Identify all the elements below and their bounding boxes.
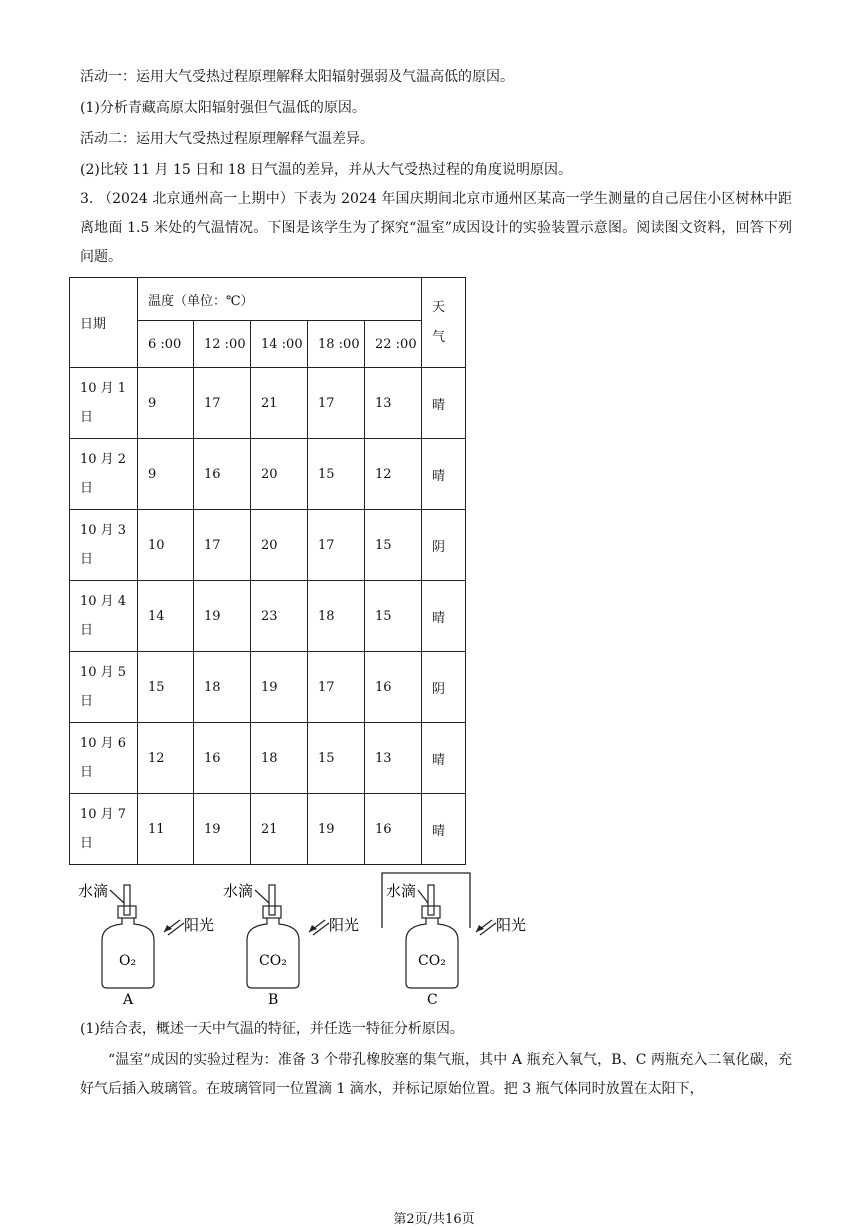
date-cell-line: 日 <box>80 481 94 496</box>
water-drop-label: 水滴 <box>386 882 417 900</box>
date-cell-line: 10 月 5 <box>80 665 127 680</box>
temperature-cell: 17 <box>308 510 365 581</box>
sub-question-1-text: (1)结合表，概述一天中气温的特征，并任选一特征分析原因。 <box>80 1021 464 1037</box>
time-header: 6 :00 <box>138 321 194 368</box>
date-cell-line: 10 月 3 <box>80 523 127 538</box>
gas-label: CO₂ <box>259 953 287 969</box>
temperature-cell: 9 <box>138 368 194 439</box>
bottle-letter: A <box>123 992 134 1008</box>
date-cell-line: 日 <box>80 765 94 780</box>
temperature-cell: 12 <box>365 439 422 510</box>
weather-header-char-2: 气 <box>432 329 446 345</box>
date-cell-line: 日 <box>80 623 94 638</box>
temperature-cell: 16 <box>365 652 422 723</box>
temperature-cell: 18 <box>308 581 365 652</box>
table-row <box>70 510 466 581</box>
date-cell-line: 日 <box>80 410 94 425</box>
water-drop-label: 水滴 <box>223 882 254 900</box>
weather-cell: 晴 <box>422 368 466 439</box>
activity-two-text: 活动二：运用大气受热过程原理解释气温差异。 <box>80 131 374 147</box>
weather-cell: 晴 <box>422 723 466 794</box>
temperature-cell: 18 <box>194 652 251 723</box>
table-row <box>70 439 466 510</box>
table-row <box>70 723 466 794</box>
sunlight-label: 阳光 <box>184 916 215 934</box>
temperature-cell: 15 <box>308 439 365 510</box>
temperature-cell: 15 <box>138 652 194 723</box>
rubber-stopper <box>422 906 440 918</box>
weather-cell: 阴 <box>422 652 466 723</box>
date-cell <box>70 794 138 865</box>
temperature-cell: 12 <box>138 723 194 794</box>
temperature-cell: 9 <box>138 439 194 510</box>
rubber-stopper <box>263 906 281 918</box>
date-cell-line: 10 月 6 <box>80 736 127 751</box>
temperature-cell: 10 <box>138 510 194 581</box>
temperature-cell: 15 <box>365 581 422 652</box>
table-row <box>70 368 466 439</box>
date-cell <box>70 439 138 510</box>
date-cell-line: 10 月 4 <box>80 594 127 609</box>
temperature-cell: 19 <box>308 794 365 865</box>
temperature-cell: 20 <box>251 510 308 581</box>
gas-label: CO₂ <box>418 953 446 969</box>
temperature-cell: 17 <box>194 510 251 581</box>
activity-one-text: 活动一：运用大气受热过程原理解释太阳辐射强弱及气温高低的原因。 <box>80 69 514 85</box>
question-3-intro: 3. （2024 北京通州高一上期中）下表为 2024 年国庆期间北京市通州区某高一学生测量的自己居住小区树林中距离地面 1.5 米处的气温情况。下图是该学生为了探究“温室”成因设计的实验装置示意图。阅读图文资料，回答下列问题。 <box>80 191 792 265</box>
date-cell-line: 日 <box>80 694 94 709</box>
temperature-cell: 15 <box>365 510 422 581</box>
experiment-description: “温室”成因的实验过程为：准备 3 个带孔橡胶塞的集气瓶，其中 A 瓶充入氧气，B、C 两瓶充入二氧化碳，充好气后插入玻璃管。在玻璃管同一位置滴 1 滴水，并标记原始位置。把 3 瓶气体同时放置在太阳下， <box>80 1052 792 1097</box>
weather-cell: 晴 <box>422 794 466 865</box>
temperature-cell: 13 <box>365 368 422 439</box>
date-cell-line: 10 月 7 <box>80 807 127 822</box>
bottle-c <box>386 882 526 1008</box>
question-2-text: (2)比较 11 月 15 日和 18 日气温的差异，并从大气受热过程的角度说明原因。 <box>80 162 572 178</box>
temperature-cell: 13 <box>365 723 422 794</box>
weather-cell: 晴 <box>422 581 466 652</box>
temperature-cell: 16 <box>194 723 251 794</box>
weather-cell: 晴 <box>422 439 466 510</box>
bottle-b <box>223 882 359 1008</box>
temperature-cell: 17 <box>194 368 251 439</box>
temperature-cell: 17 <box>308 652 365 723</box>
sunlight-label: 阳光 <box>496 916 527 934</box>
temperature-cell: 15 <box>308 723 365 794</box>
date-cell-line: 10 月 2 <box>80 452 127 467</box>
question-1-text: (1)分析青藏高原太阳辐射强但气温低的原因。 <box>80 100 366 116</box>
date-header: 日期 <box>70 278 138 368</box>
date-cell <box>70 368 138 439</box>
sunlight-label: 阳光 <box>329 916 360 934</box>
table-row <box>70 652 466 723</box>
temperature-cell: 19 <box>251 652 308 723</box>
time-header: 14 :00 <box>251 321 308 368</box>
temperature-header: 温度（单位：℃） <box>138 278 422 321</box>
temperature-cell: 21 <box>251 368 308 439</box>
date-cell <box>70 510 138 581</box>
temperature-cell: 21 <box>251 794 308 865</box>
time-header: 18 :00 <box>308 321 365 368</box>
temperature-cell: 19 <box>194 581 251 652</box>
time-header: 22 :00 <box>365 321 422 368</box>
temperature-cell: 18 <box>251 723 308 794</box>
bottle-letter: B <box>268 992 279 1008</box>
date-cell <box>70 652 138 723</box>
weather-header-char-1: 天 <box>432 299 446 315</box>
temperature-table <box>69 277 466 865</box>
date-cell-line: 日 <box>80 552 94 567</box>
date-cell-line: 10 月 1 <box>80 381 127 396</box>
temperature-cell: 17 <box>308 368 365 439</box>
bottle-a <box>78 882 214 1008</box>
water-drop-label: 水滴 <box>78 882 109 900</box>
glass-tube <box>124 885 130 915</box>
temperature-cell: 19 <box>194 794 251 865</box>
date-cell <box>70 581 138 652</box>
glass-tube <box>269 885 275 915</box>
weather-header <box>422 278 466 368</box>
temperature-cell: 20 <box>251 439 308 510</box>
temperature-cell: 23 <box>251 581 308 652</box>
bottle-letter: C <box>427 992 438 1008</box>
glass-tube <box>428 885 434 915</box>
date-cell <box>70 723 138 794</box>
weather-cell: 阴 <box>422 510 466 581</box>
rubber-stopper <box>118 906 136 918</box>
temperature-cell: 11 <box>138 794 194 865</box>
temperature-cell: 16 <box>365 794 422 865</box>
temperature-cell: 14 <box>138 581 194 652</box>
table-row <box>70 794 466 865</box>
gas-label: O₂ <box>119 953 137 969</box>
time-header: 12 :00 <box>194 321 251 368</box>
table-row <box>70 581 466 652</box>
temperature-cell: 16 <box>194 439 251 510</box>
page-footer: 第2页/共16页 <box>393 1212 475 1227</box>
greenhouse-experiment-diagram <box>60 868 540 1008</box>
date-cell-line: 日 <box>80 836 94 851</box>
